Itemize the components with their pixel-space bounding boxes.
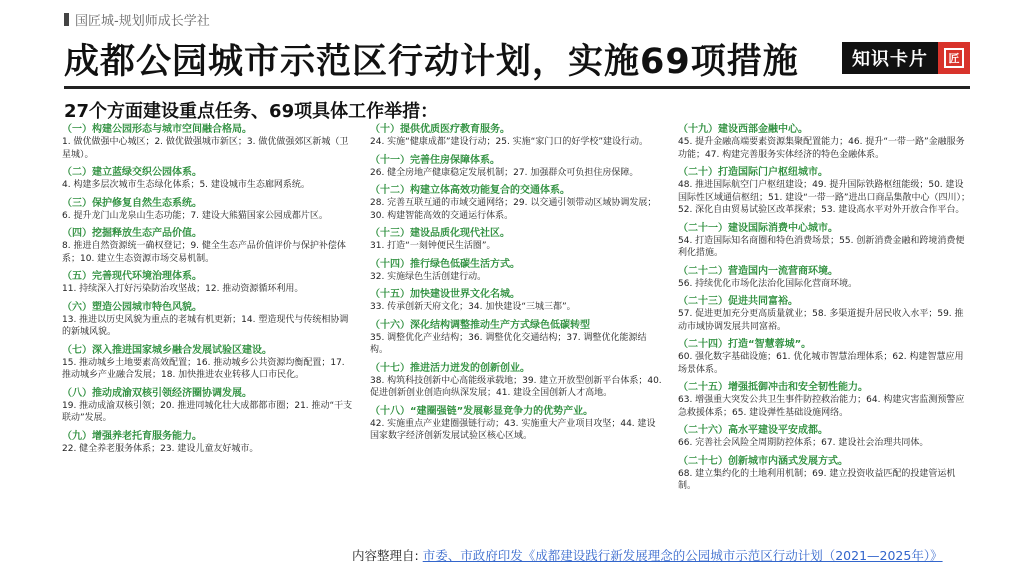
task-measures: 24. 实施“健康成都”建设行动；25. 实施“家门口的好学校”建设行动。: [370, 137, 648, 147]
task-section: [62, 387, 356, 425]
task-column-2: [370, 123, 664, 545]
brand-name: 国匠城-规划师成长学社: [75, 14, 210, 29]
task-heading: （二十三）促进共同富裕。: [678, 296, 798, 307]
task-section: [678, 222, 972, 260]
task-section: [370, 288, 664, 314]
task-heading: （二十）打造国际门户枢纽城市。: [678, 167, 828, 178]
task-heading: （十）提供优质医疗教育服务。: [370, 124, 510, 135]
task-section: [62, 166, 356, 192]
task-measures: 19. 推动成渝双核引领；20. 推进同城化壮大成都都市圈；21. 推动“干支联动”发展。: [62, 400, 353, 423]
task-section: [678, 295, 972, 333]
task-section: [678, 424, 972, 450]
task-section: [62, 430, 356, 456]
task-heading: （十七）推进活力迸发的创新创业。: [370, 362, 530, 374]
task-heading: （三）保护修复自然生态系统。: [62, 197, 202, 209]
task-section: [678, 455, 972, 493]
task-measures: 32. 实施绿色生活创建行动。: [370, 271, 487, 282]
task-measures: 48. 推进国际航空门户枢纽建设；49. 提升国际铁路枢纽能级；50. 建设国际性区域通信枢纽；51. 建设“一带一路”进出口商品集散中心（四川）；52. 深化自由贸易试验区改革探索；53. 建设高水平对外开放合作平台。: [678, 180, 971, 215]
task-heading: （二十六）高水平建设平安成都。: [678, 425, 828, 436]
task-measures: 1. 做优做强中心城区；2. 做优做强城市新区；3. 做优做强郊区新城（卫星城）。: [62, 137, 349, 160]
task-heading: （二十五）增强抵御冲击和安全韧性能力。: [678, 382, 868, 393]
task-section: [678, 381, 972, 419]
task-measures: 35. 调整优化产业结构；36. 调整优化交通结构；37. 调整优化能源结构。: [370, 332, 647, 355]
task-measures: 42. 实施重点产业建圈强链行动；43. 实施重大产业项目攻坚；44. 建设国家数字经济创新发展试验区核心区域。: [370, 418, 656, 441]
task-measures: 31. 打造“一刻钟便民生活圈”。: [370, 241, 496, 251]
task-section: [370, 319, 664, 357]
task-heading: （二十四）打造“智慧蓉城”。: [678, 339, 812, 350]
task-section: [678, 123, 972, 161]
task-section: [370, 362, 664, 400]
task-heading: （九）增强养老托育服务能力。: [62, 430, 202, 442]
task-measures: 33. 传承创新天府文化；34. 加快建设“三城三都”。: [370, 302, 576, 312]
task-section: [370, 227, 664, 253]
task-section: [62, 227, 356, 265]
knowledge-card-badge: [842, 42, 970, 74]
task-measures: 11. 持续深入打好污染防治攻坚战；12. 推动资源循环利用。: [62, 284, 304, 294]
task-section: [370, 258, 664, 284]
task-heading: （十一）完善住房保障体系。: [370, 154, 500, 166]
task-section: [62, 301, 356, 339]
task-heading: （四）挖掘释放生态产品价值。: [62, 228, 202, 239]
brand-bar-icon: [64, 13, 69, 26]
task-heading: （十三）建设品质化现代社区。: [370, 228, 510, 239]
task-section: [62, 270, 356, 296]
title-divider: [64, 86, 970, 89]
source-label: 内容整理自:: [352, 548, 419, 563]
task-section: [62, 197, 356, 223]
task-heading: （六）塑造公园城市特色风貌。: [62, 301, 202, 313]
task-heading: （二十一）建设国际消费中心城市。: [678, 222, 838, 234]
task-section: [370, 154, 664, 180]
task-heading: （十八）“建圈强链”发展彰显竞争力的优势产业。: [370, 405, 594, 417]
logo-text: 匠: [944, 48, 964, 68]
task-section: [62, 344, 356, 382]
task-heading: （十六）深化结构调整推动生产方式绿色低碳转型: [370, 319, 590, 331]
task-measures: 4. 构建多层次城市生态绿化体系；5. 建设城市生态廊网系统。: [62, 180, 310, 190]
task-measures: 57. 促进更加充分更高质量就业；58. 多渠道提升居民收入水平；59. 推动市域协调发展共同富裕。: [678, 309, 964, 332]
task-measures: 60. 强化数字基础设施；61. 优化城市智慧治理体系；62. 构建智慧应用场景体系。: [678, 352, 964, 375]
task-section: [678, 338, 972, 376]
task-heading: （七）深入推进国家城乡融合发展试验区建设。: [62, 344, 272, 356]
task-measures: 22. 健全养老服务体系；23. 建设儿童友好城市。: [62, 443, 259, 454]
task-column-1: [62, 123, 356, 545]
task-column-3: [678, 123, 972, 545]
task-heading: （二十二）营造国内一流营商环境。: [678, 265, 838, 277]
task-measures: 26. 健全房地产健康稳定发展机制；27. 加强群众可负担住房保障。: [370, 167, 639, 178]
task-heading: （五）完善现代环境治理体系。: [62, 271, 202, 282]
task-heading: （十四）推行绿色低碳生活方式。: [370, 258, 520, 270]
task-heading: （十五）加快建设世界文化名城。: [370, 289, 520, 300]
source-footer: [352, 546, 943, 564]
task-measures: 38. 构筑科技创新中心高能级承载地；39. 建立开放型创新平台体系；40. 促进创新创业创造向纵深发展；41. 建设全国创新人才高地。: [370, 375, 662, 398]
task-heading: （八）推动成渝双核引领经济圈协调发展。: [62, 387, 252, 399]
task-measures: 45. 提升金融高端要素资源集聚配置能力；46. 提升“一带一路”金融服务功能；47. 构建完善服务实体经济的特色金融体系。: [678, 137, 965, 160]
task-heading: （十九）建设西部金融中心。: [678, 124, 808, 135]
task-section: [62, 123, 356, 161]
task-measures: 66. 完善社会风险全周期防控体系；67. 建设社会治理共同体。: [678, 438, 929, 448]
task-heading: （一）构建公园形态与城市空间融合格局。: [62, 124, 252, 135]
section-subtitle: 27个方面建设重点任务、69项具体工作举措：: [64, 101, 439, 122]
task-measures: 28. 完善互联互通的市域交通网络；29. 以交通引领带动区域协调发展；30. 构建智能高效的交通运行体系。: [370, 198, 657, 221]
task-measures: 6. 提升龙门山龙泉山生态功能；7. 建设大熊猫国家公园成都片区。: [62, 210, 328, 221]
task-measures: 56. 持续优化市场化法治化国际化营商环境。: [678, 278, 858, 289]
task-heading: （十二）构建立体高效功能复合的交通体系。: [370, 185, 570, 196]
task-measures: 68. 建立集约化的土地利用机制；69. 建立投资收益匹配的投建管运机制。: [678, 468, 956, 491]
task-section: [370, 123, 664, 149]
task-measures: 8. 推进自然资源统一确权登记；9. 健全生态产品价值评价与保护补偿体系；10. 建立生态资源市场交易机制。: [62, 241, 346, 264]
task-measures: 15. 推动城乡土地要素高效配置；16. 推动城乡公共资源均衡配置；17. 推动城乡产业融合发展；18. 加快推进农业转移人口市民化。: [62, 357, 345, 380]
task-section: [678, 265, 972, 291]
badge-label: 知识卡片: [842, 42, 938, 74]
task-heading: （二）建立蓝绿交织公园体系。: [62, 167, 202, 178]
task-section: [370, 184, 664, 222]
brand-header: [64, 10, 210, 29]
logo-icon: [938, 42, 970, 74]
task-measures: 54. 打造国际知名商圈和特色消费场景；55. 创新消费金融和跨境消费便利化措施。: [678, 235, 965, 258]
task-heading: （二十七）创新城市内涵式发展方式。: [678, 455, 848, 467]
task-measures: 13. 推进以历史风貌为重点的老城有机更新；14. 塑造现代与传统相协调的新城风貌。: [62, 314, 349, 337]
task-section: [678, 166, 972, 217]
task-measures: 63. 增强重大突发公共卫生事件防控救治能力；64. 构建灾害监测预警应急救援体系；65. 建设弹性基础设施网络。: [678, 395, 965, 418]
task-section: [370, 405, 664, 443]
source-link[interactable]: 市委、市政府印发《成都建设践行新发展理念的公园城市示范区行动计划（2021—2025年）》: [422, 548, 943, 563]
page-title: 成都公园城市示范区行动计划，实施69项措施: [64, 42, 799, 82]
task-columns: [62, 123, 972, 545]
